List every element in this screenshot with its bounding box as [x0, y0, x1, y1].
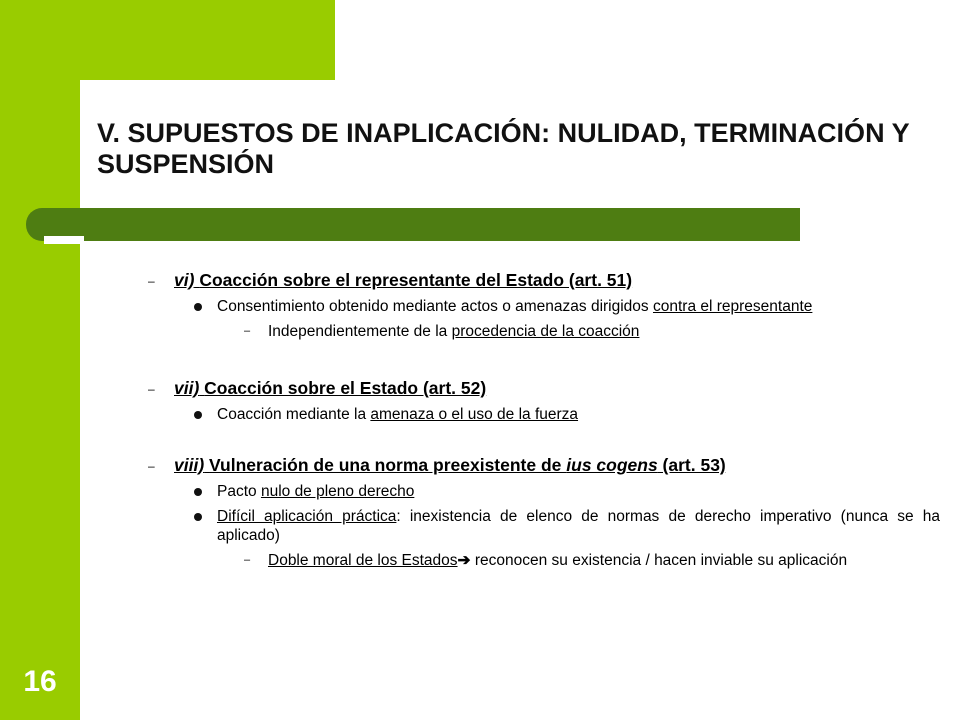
- sub-bullet-underlined-text: procedencia de la coacción: [451, 323, 640, 340]
- bullet-item: [148, 507, 940, 545]
- sub-bullet-text: reconocen su existencia / hacen inviable su aplicación: [470, 552, 848, 569]
- section-heading-vi: [148, 270, 940, 291]
- round-bullet-icon: [194, 303, 202, 311]
- sub-bullet-item: [148, 322, 940, 341]
- right-arrow-icon: ➔: [457, 552, 471, 569]
- section-heading-viii: [148, 455, 940, 476]
- bullet-underlined-text: amenaza o el uso de la fuerza: [370, 406, 579, 423]
- dash-bullet-icon: –: [148, 382, 155, 396]
- bullet-text: Consentimiento obtenido mediante actos o amenazas dirigidos: [217, 298, 653, 315]
- dash-bullet-icon: –: [148, 274, 155, 288]
- dash-bullet-icon: –: [244, 325, 251, 337]
- bullet-text: Coacción mediante la: [217, 406, 371, 423]
- bullet-text: Pacto: [217, 483, 261, 500]
- sub-bullet-underlined-text: Doble moral de los Estados: [268, 552, 458, 569]
- heading-number: vii): [174, 378, 200, 398]
- sub-bullet-item: [148, 551, 940, 570]
- dash-bullet-icon: –: [148, 459, 155, 473]
- bullet-underlined-text: contra el representante: [652, 298, 813, 315]
- heading-number: vi): [174, 270, 195, 290]
- sub-bullet-text: Independientemente de la: [268, 323, 452, 340]
- left-accent-band: [0, 0, 80, 720]
- bullet-underlined-text: Difícil aplicación práctica: [217, 508, 397, 525]
- heading-number: viii): [174, 455, 205, 475]
- bullet-item: [148, 482, 940, 501]
- round-bullet-icon: [194, 488, 202, 496]
- title-bar-notch: [44, 236, 84, 244]
- heading-text: Coacción sobre el Estado (art. 52): [204, 378, 487, 398]
- bullet-text: : inexistencia de elenco de normas de derecho imperativo (nunca se ha aplicado): [217, 508, 940, 544]
- slide-number: 16: [23, 665, 57, 698]
- heading-italic-term: ius cogens: [566, 455, 658, 475]
- bullet-item: [148, 405, 940, 424]
- bullet-underlined-text: nulo de pleno derecho: [260, 483, 415, 500]
- top-accent-band: [0, 0, 335, 80]
- slide-body: [148, 270, 940, 576]
- heading-text: (art. 53): [657, 455, 726, 475]
- slide-title: V. SUPUESTOS DE INAPLICACIÓN: NULIDAD, TERMINACIÓN Y SUSPENSIÓN: [97, 118, 910, 179]
- section-heading-vii: [148, 378, 940, 399]
- heading-text: Coacción sobre el representante del Estado (art. 51): [199, 270, 633, 290]
- bullet-item: [148, 297, 940, 316]
- round-bullet-icon: [194, 411, 202, 419]
- dash-bullet-icon: –: [244, 554, 251, 566]
- heading-text: Vulneración de una norma preexistente de: [209, 455, 567, 475]
- round-bullet-icon: [194, 513, 202, 521]
- title-underline-bar: [26, 208, 800, 241]
